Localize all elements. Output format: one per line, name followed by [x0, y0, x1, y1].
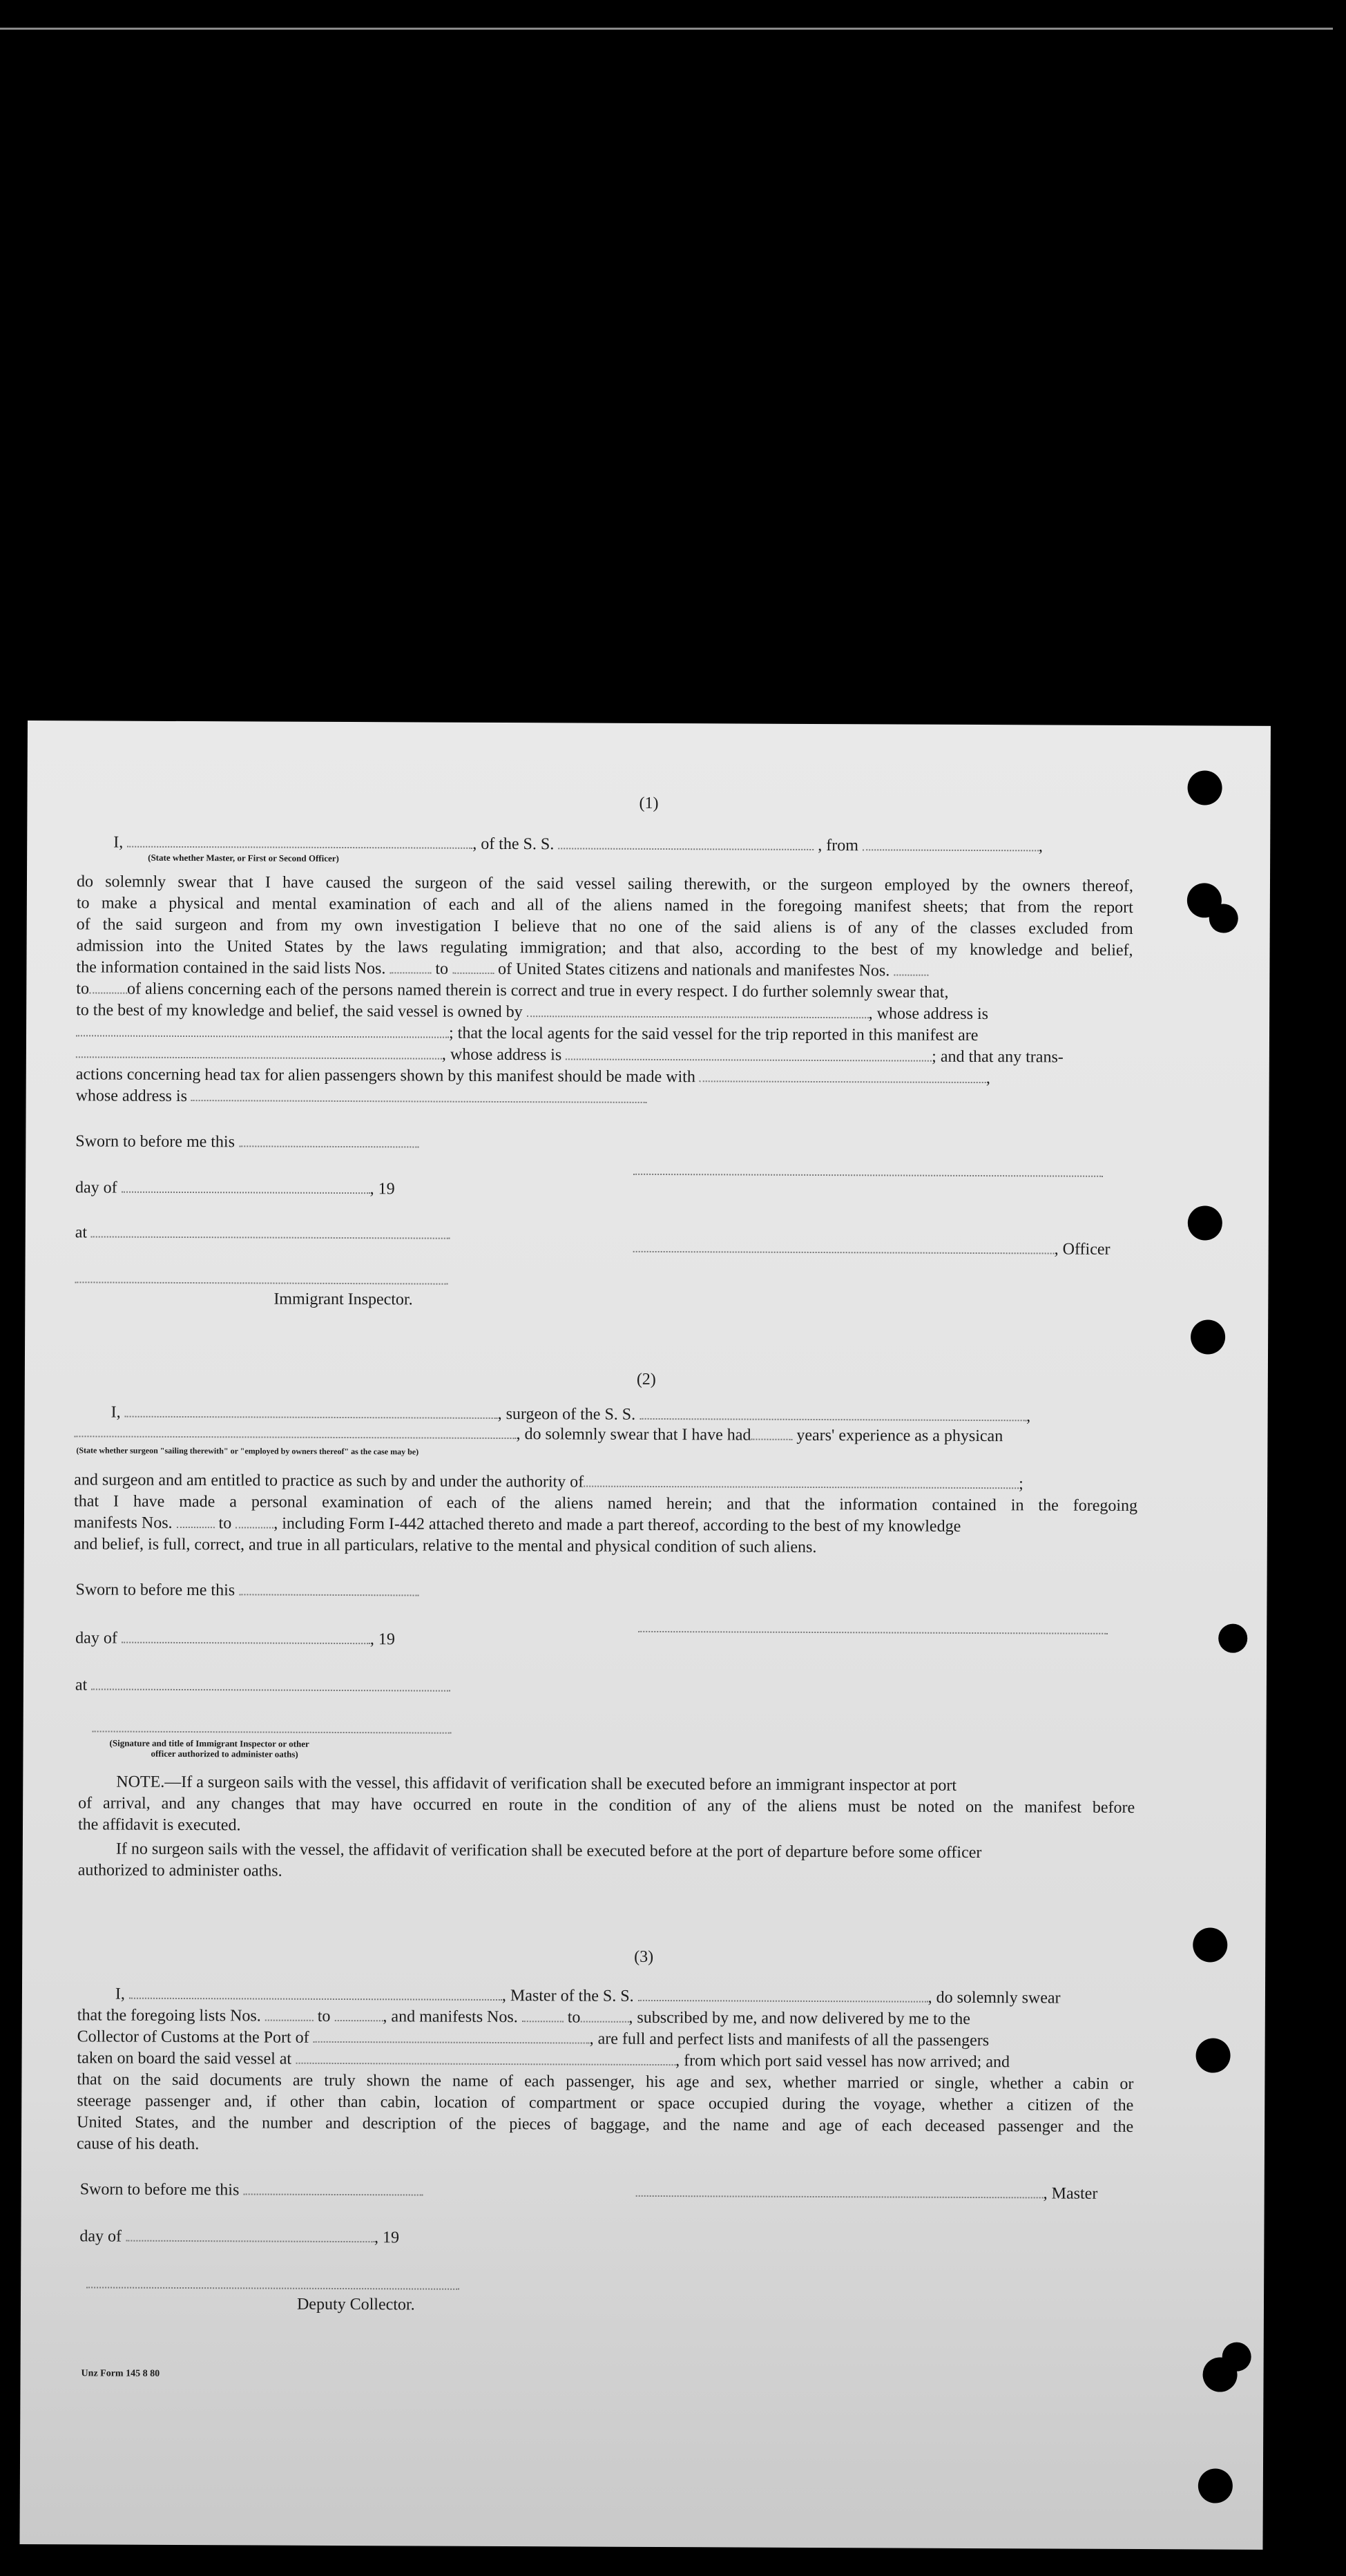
section-2-line-2: , do solemnly swear that I have had years' experience as a physican [74, 1421, 1003, 1447]
section-3-line-3: Collector of Customs at the Port of , are full and perfect lists and manifests of all the passengers [77, 2028, 990, 2050]
note-paragraph-line-3: the affidavit is executed. [77, 1815, 241, 1835]
section-2-day: day of , 19 [75, 1629, 395, 1649]
section-3-line-4: taken on board the said vessel at , from which port said vessel has now arrived; and [77, 2049, 1010, 2072]
section-3-line-1: I, , Master of the S. S. , do solemnly swear [115, 1985, 1061, 2007]
section-3-line-7: United States, and the number and description of the pieces of baggage, and the name and age of each deceased passenger and the [77, 2113, 1134, 2137]
section-3-master: , Master [636, 2181, 1098, 2205]
surgeon-note: (State whether surgeon "sailing therewith" or "employed by owners thereof" as the case may be) [76, 1445, 419, 1457]
section-1-sworn: Sworn to before me this [75, 1130, 419, 1154]
binder-hole [1195, 2038, 1230, 2072]
section-3-sworn: Sworn to before me this [80, 2178, 423, 2202]
scanner-edge-line [0, 28, 1333, 30]
section-1-line-9: ; that the local agents for the said vessel for the trip reported in this manifest are [76, 1020, 979, 1047]
section-3-line-5: that on the said documents are truly shown the name of each passenger, his age and sex, whether married or single, whether a cabin or [77, 2070, 1134, 2094]
section-3-line-6: steerage passenger and, if other than cabin, location of compartment or space occupied during the voyage, whether a citizen of the [77, 2092, 1134, 2115]
section-2-signature-line [638, 1630, 1108, 1634]
section-1-line-6: the information contained in the said lists Nos. to of United States citizens and nationals and manifestes Nos. [76, 956, 928, 982]
immigrant-inspector-label: Immigrant Inspector. [273, 1290, 413, 1309]
section-2-line-4: that I have made a personal examination of each of the aliens named herein; and that the information contained in the foregoing [74, 1492, 1138, 1516]
section-3-day: day of , 19 [79, 2227, 400, 2247]
signature-note-2: officer authorized to administer oaths) [151, 1748, 298, 1759]
section-1-signature-line [633, 1172, 1103, 1177]
officer-note: (State whether Master, or First or Second Officer) [148, 852, 339, 864]
binder-hole [1222, 2343, 1251, 2372]
section-3-collector-line [86, 2285, 459, 2289]
section-1-at: at [75, 1221, 450, 1245]
deputy-collector-label: Deputy Collector. [296, 2295, 415, 2314]
note-paragraph-line-4: If no surgeon sails with the vessel, the affidavit of verification shall be executed before at the port of departure before some officer [115, 1840, 982, 1862]
section-1-officer: , Officer [633, 1237, 1111, 1261]
section-2-inspector-line [93, 1729, 452, 1733]
section-2-line-5: manifests Nos. to , including Form I-442 attached thereto and made a part thereof, according to the best of my knowledge [73, 1514, 961, 1536]
section-2-line-1: I, , surgeon of the S. S. , [110, 1403, 1031, 1426]
section-2-line-3: and surgeon and am entitled to practice as such by and under the authority of ; [74, 1471, 1023, 1494]
binder-hole [1188, 1205, 1222, 1240]
section-1-line-11: actions concerning head tax for alien passengers shown by this manifest should be made with , [75, 1065, 990, 1088]
note-paragraph-line-5: authorized to administer oaths. [77, 1861, 282, 1880]
section-3-line-8: cause of his death. [76, 2135, 200, 2154]
section-1-line-5: admission into the United States by the laws regulating immigration; and that also, according to the best of my knowledge and belief, [76, 937, 1133, 960]
section-1-line-1: I, , of the S. S. , from , [113, 833, 1043, 856]
binder-hole [1191, 1319, 1225, 1354]
section-1-line-4: of the said surgeon and from my own investigation I believe that no one of the said aliens is of any of the classes excluded from [76, 915, 1133, 938]
note-paragraph-line-2: of arrival, and any changes that may have occurred en route in the condition of any of the aliens must be noted on the manifest before [78, 1794, 1135, 1817]
section-1-heading: (1) [639, 794, 659, 812]
section-2-at: at [75, 1674, 450, 1697]
signature-note-1: (Signature and title of Immigrant Inspector or other [109, 1737, 309, 1749]
manifest-affidavit-sheet [19, 721, 1271, 2550]
section-2-sworn: Sworn to before me this [75, 1578, 419, 1602]
section-1-line-12: whose address is [76, 1085, 647, 1109]
section-3-line-2: that the foregoing lists Nos. to , and manifests Nos. to , subscribed by me, and now delivered by me to the [77, 2006, 971, 2028]
binder-hole [1218, 1624, 1247, 1653]
binder-hole [1198, 2468, 1233, 2503]
note-paragraph-line-1: NOTE.—If a surgeon sails with the vessel, this affidavit of verification shall be executed before an immigrant inspector at port [116, 1773, 957, 1795]
section-1-line-8: to the best of my knowledge and belief, the said vessel is owned by , whose address is [76, 1001, 989, 1024]
section-1-inspector-line [75, 1280, 448, 1284]
section-1-day: day of , 19 [75, 1179, 395, 1199]
section-1-line-2: do solemnly swear that I have caused the surgeon of the said vessel sailing therewith, or the surgeon employed by the owners thereof, [76, 872, 1134, 895]
section-1-line-7: to of aliens concerning each of the persons named therein is correct and true in every respect. I do further solemnly swear that, [76, 980, 949, 1002]
section-2-heading: (2) [636, 1370, 656, 1389]
section-3-heading: (3) [634, 1947, 654, 1966]
section-2-line-6: and belief, is full, correct, and true in all particulars, relative to the mental and physical condition of such aliens. [73, 1535, 817, 1556]
section-1-line-3: to make a physical and mental examination of each and all of the aliens named in the foregoing manifest sheets; that from the report [76, 894, 1133, 917]
form-number: Unz Form 145 8 80 [81, 2368, 160, 2379]
section-1-line-10: , whose address is ; and that any trans- [76, 1042, 1064, 1068]
binder-hole [1209, 904, 1238, 933]
